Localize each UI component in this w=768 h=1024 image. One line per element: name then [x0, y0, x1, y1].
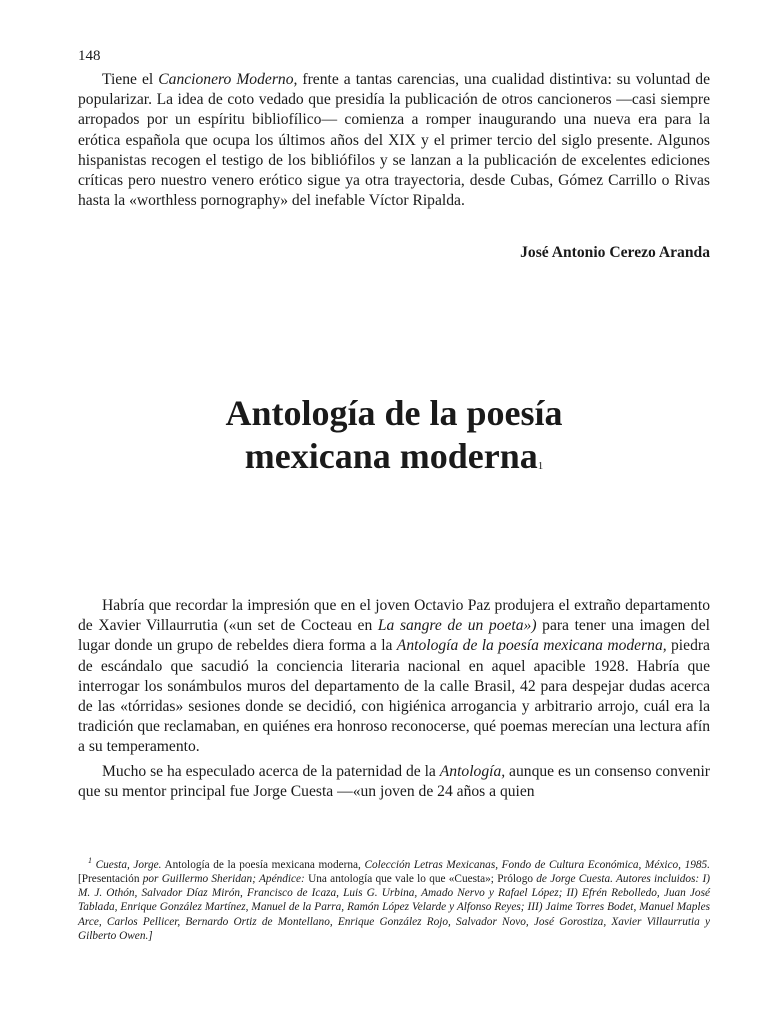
article-body	[78, 596, 710, 806]
text-run: piedra de escándalo que sacudió la conciencia literaria nacional en aquel apacible 1928. Habría que interrogar los sonámbulos muros del departamento de la calle Brasil, 42 para despejar dudas acerca de las «tórridas» sesiones donde se decidió, con higiénica arrogancia y arbitrario arrojo, cuál era la tradición que reclamaban, en quiénes era honroso reconocerse, qué poemas merecían una lectura afín a su temperamento.	[78, 637, 710, 756]
text-run: [Presentación	[78, 872, 143, 885]
article-title-line-1: Antología de la poesía	[225, 393, 563, 433]
text-run: por Guillermo Sheridan; Apéndice:	[142, 872, 305, 885]
text-run: frente a tantas carencias, una cualidad distintiva: su voluntad de popularizar. La idea de coto vedado que presidía la publicación de otros cancioneros —casi siempre arropados por un espíritu bibliofílico— comienza a romper inaugurando una nueva era para la erótica española que ocupa los últimos años del XIX y el primer tercio del siglo presente. Algunos hispanistas recogen el testigo de los bibliófilos y se lanzan a la publicación de excelentes ediciones críticas pero nuestro venero erótico sigue ya otra trayectoria, desde Cubas, Gómez Carrillo o Rivas hasta la «worthless pornography» del inefable Víctor Ripalda.	[78, 71, 710, 210]
text-run: aunque es un consenso convenir que su mentor principal fue Jorge Cuesta —«un joven de 24 años a quien	[78, 762, 711, 800]
article-paragraph-1	[78, 596, 710, 758]
review-author: José Antonio Cerezo Aranda	[520, 244, 710, 261]
text-run: Colección Letras Mexicanas, Fondo de Cultura Económica, México, 1985.	[364, 858, 710, 871]
book-title: Antología de la poesía mexicana moderna,	[396, 637, 667, 655]
review-paragraph	[78, 70, 710, 211]
text-run: de Jorge Cuesta. Autores incluidos: I) M. J. Othón, Salvador Díaz Mirón, Francisco de Icaza, Luis G. Urbina, Amado Nervo y Rafael López; II) Efrén Rebolledo, Juan José Tablada, Enrique González Martínez, Manuel de la Parra, Ramón López Velarde y Alfonso Reyes; III) Jaime Torres Bodet, Manuel Maples Arce, Carlos Pellicer, Bernardo Ortiz de Montellano, Enrique González Rojo, Salvador Novo, José Gorostiza, Xavier Villaurrutia y Gilberto Owen.]	[78, 872, 710, 942]
article-title	[78, 392, 710, 478]
title-text: mexicana moderna	[244, 436, 538, 476]
text-run: Antología de la poesía mexicana moderna,	[161, 858, 365, 871]
page-number: 148	[78, 48, 101, 64]
book-title: Antología,	[439, 762, 506, 780]
article-title-line-2	[78, 435, 710, 478]
article-paragraph-2	[78, 762, 710, 802]
film-title: La sangre de un poeta»)	[377, 617, 537, 635]
text-run: Mucho se ha especulado acerca de la paternidad de la	[102, 762, 440, 780]
footnote	[78, 854, 710, 943]
footnote-mark: 1	[88, 856, 92, 865]
book-title: Cancionero Moderno,	[158, 71, 298, 88]
text-run: para tener una imagen del lugar donde un grupo de rebeldes diera forma a la	[78, 617, 710, 655]
text-run: Tiene el	[102, 71, 159, 88]
text-run: Una antología que vale lo que «Cuesta»; Prólogo	[304, 872, 537, 885]
review-text	[78, 70, 710, 211]
text-run: Cuesta, Jorge.	[92, 858, 162, 871]
document-page	[78, 0, 710, 1024]
text-run: Habría que recordar la impresión que en el joven Octavio Paz produjera el extraño departamento de Xavier Villaurrutia («un set de Cocteau en	[78, 597, 710, 635]
footnote-paragraph	[78, 854, 710, 943]
footnote-reference[interactable]: 1	[537, 460, 544, 472]
